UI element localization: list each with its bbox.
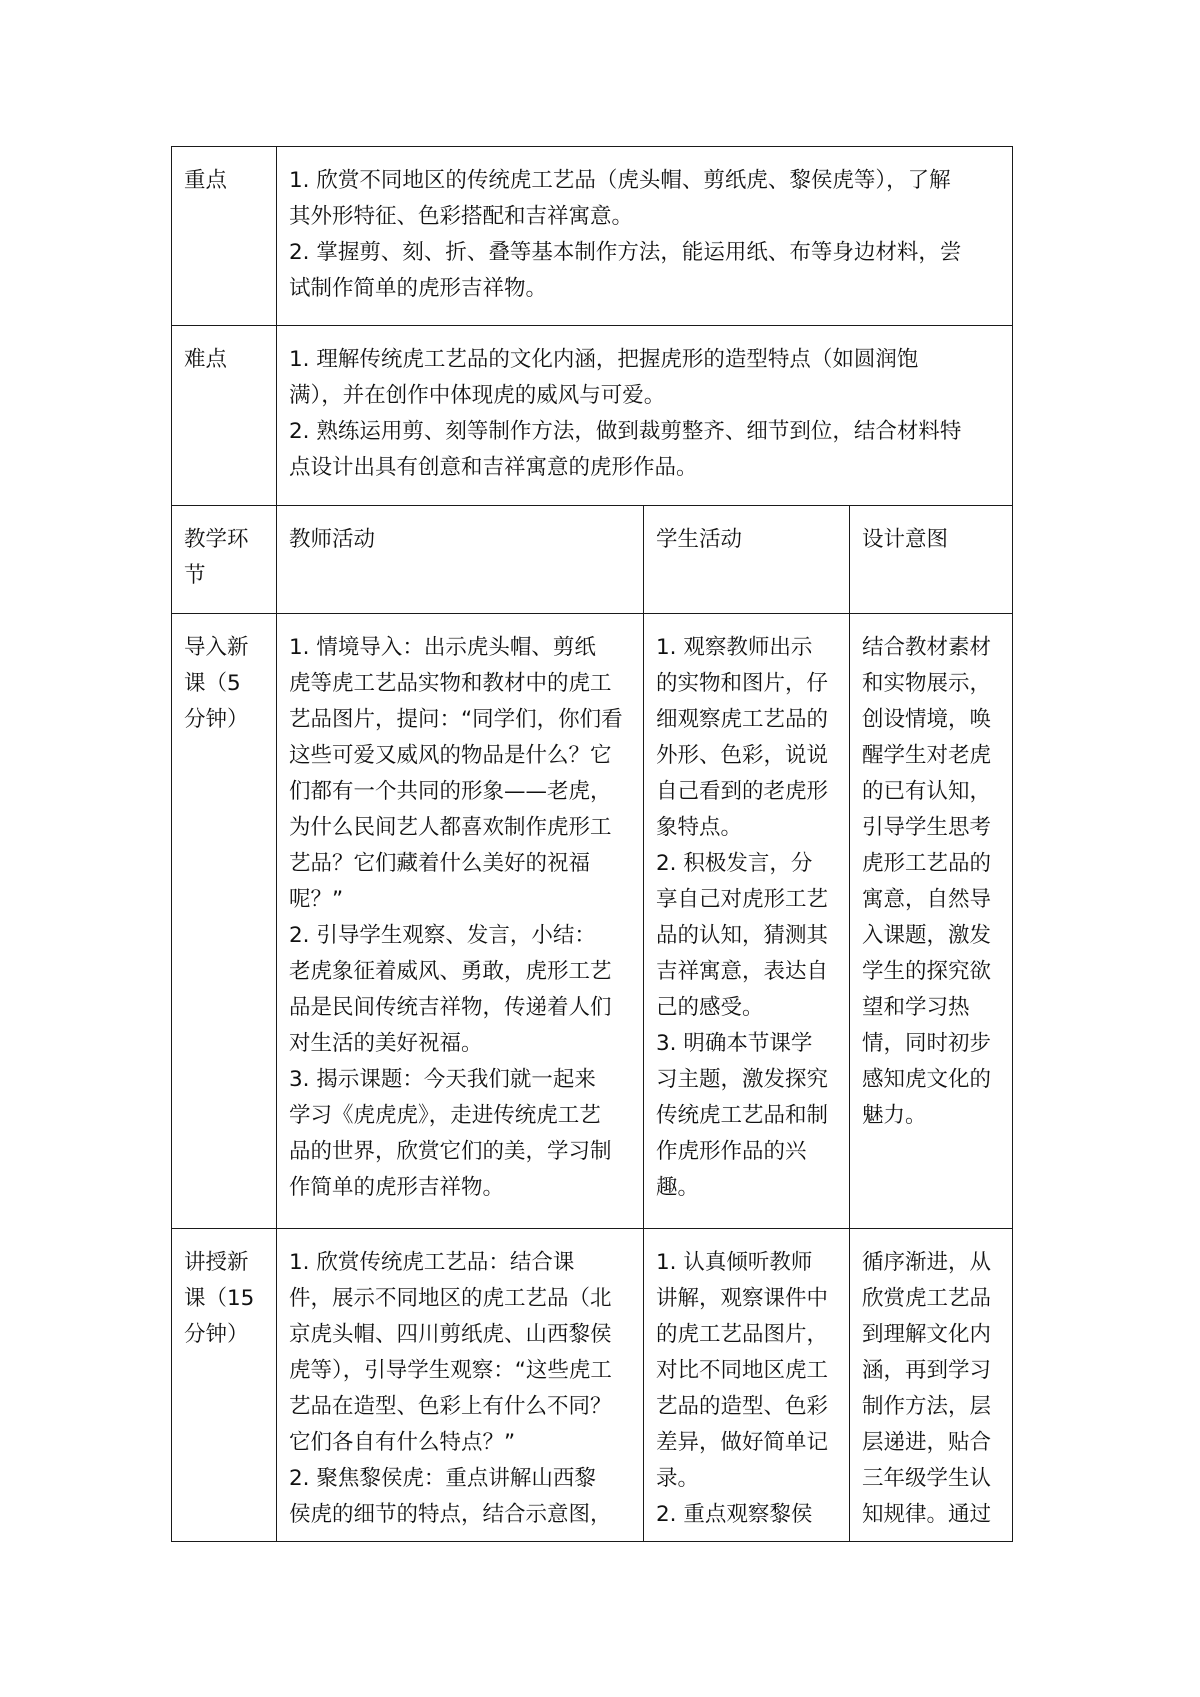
text-line: 三年级学生认 — [862, 1466, 992, 1491]
text-line: 欣赏虎工艺品 — [862, 1286, 992, 1311]
text-line: 2. 熟练运用剪、刻等制作方法，做到裁剪整齐、细节到位，结合材料特 — [289, 419, 962, 444]
text-line: 对比不同地区虎工 — [656, 1358, 829, 1383]
text-line: 教学环 — [184, 527, 249, 552]
text-line: 到理解文化内 — [862, 1322, 992, 1347]
teacher-activity-cell — [277, 1229, 644, 1542]
text-line: 己的感受。 — [656, 995, 764, 1020]
text-line: 品的世界，欣赏它们的美，学习制 — [289, 1139, 612, 1164]
stage-cell — [172, 1229, 277, 1542]
header-design-intent: 设计意图 — [862, 527, 949, 552]
difficulty-label-cell — [172, 326, 277, 506]
difficulty-row — [172, 326, 1013, 506]
text-line: 的已有认知， — [862, 779, 992, 804]
text-line: 艺品的造型、色彩 — [656, 1394, 829, 1419]
text-line: 讲授新 — [184, 1250, 249, 1275]
text-line: 讲解，观察课件中 — [656, 1286, 829, 1311]
text-line: 魅力。 — [862, 1103, 927, 1128]
text-line: 知规律。通过 — [862, 1502, 992, 1527]
text-line: 为什么民间艺人都喜欢制作虎形工 — [289, 815, 612, 840]
text-line: 学生的探究欲 — [862, 959, 992, 984]
focus-label-cell — [172, 147, 277, 326]
text-line: 趣。 — [656, 1175, 700, 1200]
text-line: 寓意，自然导 — [862, 887, 992, 912]
text-line: 层递进，贴合 — [862, 1430, 992, 1455]
text-line: 艺品？它们藏着什么美好的祝福 — [289, 851, 591, 876]
text-line: 涵，再到学习 — [862, 1358, 992, 1383]
focus-content-cell — [277, 147, 1013, 326]
text-line: 艺品在造型、色彩上有什么不同？ — [289, 1394, 612, 1419]
text-line: 2. 引导学生观察、发言，小结： — [289, 923, 596, 948]
text-line: 的实物和图片，仔 — [656, 671, 829, 696]
text-line: 感知虎文化的 — [862, 1067, 992, 1092]
text-line: 点设计出具有创意和吉祥寓意的虎形作品。 — [289, 455, 698, 480]
text-line: 课（5 — [184, 671, 241, 696]
text-line: 作简单的虎形吉祥物。 — [289, 1175, 505, 1200]
stage-cell — [172, 614, 277, 1229]
text-line: 2. 掌握剪、刻、折、叠等基本制作方法，能运用纸、布等身边材料，尝 — [289, 240, 962, 265]
text-line: 呢？” — [289, 887, 344, 912]
text-line: 试制作简单的虎形吉祥物。 — [289, 276, 548, 301]
text-line: 细观察虎工艺品的 — [656, 707, 829, 732]
text-line: 1. 认真倾听教师 — [656, 1250, 813, 1275]
text-line: 外形、色彩，说说 — [656, 743, 829, 768]
text-line: 艺品图片，提问：“同学们，你们看 — [289, 707, 623, 732]
lesson-plan-table — [171, 146, 1013, 1542]
text-line: 2. 积极发言，分 — [656, 851, 813, 876]
text-line: 1. 观察教师出示 — [656, 635, 813, 660]
text-line: 老虎象征着威风、勇敢，虎形工艺 — [289, 959, 612, 984]
text-line: 品是民间传统吉祥物，传递着人们 — [289, 995, 612, 1020]
text-line: 这些可爱又威风的物品是什么？它 — [289, 743, 612, 768]
text-line: 分钟） — [184, 707, 249, 732]
text-line: 作虎形作品的兴 — [656, 1139, 807, 1164]
difficulty-content-cell — [277, 326, 1013, 506]
text-line: 的虎工艺品图片， — [656, 1322, 829, 1347]
focus-row — [172, 147, 1013, 326]
header-intent-cell — [850, 506, 1013, 614]
text-line: 导入新 — [184, 635, 249, 660]
student-activity-cell — [644, 614, 850, 1229]
text-line: 2. 重点观察黎侯 — [656, 1502, 813, 1527]
text-line: 2. 聚焦黎侯虎：重点讲解山西黎 — [289, 1466, 596, 1491]
text-line: 制作方法，层 — [862, 1394, 992, 1419]
text-line: 结合教材素材 — [862, 635, 992, 660]
header-teacher-cell — [277, 506, 644, 614]
text-line: 1. 欣赏传统虎工艺品：结合课 — [289, 1250, 575, 1275]
text-line: 虎等），引导学生观察：“这些虎工 — [289, 1358, 612, 1383]
text-line: 课（15 — [184, 1286, 255, 1311]
text-line: 虎等虎工艺品实物和教材中的虎工 — [289, 671, 612, 696]
text-line: 分钟） — [184, 1322, 249, 1347]
text-line: 吉祥寓意，表达自 — [656, 959, 829, 984]
text-line: 创设情境，唤 — [862, 707, 992, 732]
text-line: 件，展示不同地区的虎工艺品（北 — [289, 1286, 612, 1311]
text-line: 1. 欣赏不同地区的传统虎工艺品（虎头帽、剪纸虎、黎侯虎等），了解 — [289, 168, 951, 193]
text-line: 象特点。 — [656, 815, 743, 840]
text-line: 引导学生思考 — [862, 815, 992, 840]
header-student-activity: 学生活动 — [656, 527, 743, 552]
text-line: 望和学习热 — [862, 995, 970, 1020]
section-row-intro — [172, 614, 1013, 1229]
text-line: 1. 理解传统虎工艺品的文化内涵，把握虎形的造型特点（如圆润饱 — [289, 347, 919, 372]
text-line: 和实物展示， — [862, 671, 992, 696]
header-stage-cell — [172, 506, 277, 614]
text-line: 满），并在创作中体现虎的威风与可爱。 — [289, 383, 666, 408]
text-line: 3. 明确本节课学 — [656, 1031, 813, 1056]
text-line: 自己看到的老虎形 — [656, 779, 829, 804]
text-line: 它们各自有什么特点？” — [289, 1430, 516, 1455]
text-line: 习主题，激发探究 — [656, 1067, 829, 1092]
text-line: 享自己对虎形工艺 — [656, 887, 829, 912]
text-line: 3. 揭示课题：今天我们就一起来 — [289, 1067, 596, 1092]
text-line: 对生活的美好祝福。 — [289, 1031, 483, 1056]
header-student-cell — [644, 506, 850, 614]
text-line: 情，同时初步 — [862, 1031, 992, 1056]
student-activity-cell — [644, 1229, 850, 1542]
text-line: 循序渐进，从 — [862, 1250, 992, 1275]
focus-label: 重点 — [184, 168, 228, 193]
text-line: 差异，做好简单记 — [656, 1430, 829, 1455]
text-line: 学习《虎虎虎》，走进传统虎工艺 — [289, 1103, 601, 1128]
difficulty-label: 难点 — [184, 347, 228, 372]
text-line: 入课题，激发 — [862, 923, 992, 948]
text-line: 传统虎工艺品和制 — [656, 1103, 829, 1128]
text-line: 京虎头帽、四川剪纸虎、山西黎侯 — [289, 1322, 612, 1347]
design-intent-cell — [850, 1229, 1013, 1542]
text-line: 其外形特征、色彩搭配和吉祥寓意。 — [289, 204, 634, 229]
header-teacher-activity: 教师活动 — [289, 527, 376, 552]
text-line: 们都有一个共同的形象——老虎， — [289, 779, 612, 804]
text-line: 录。 — [656, 1466, 700, 1491]
text-line: 虎形工艺品的 — [862, 851, 992, 876]
teacher-activity-cell — [277, 614, 644, 1229]
text-line: 1. 情境导入：出示虎头帽、剪纸 — [289, 635, 596, 660]
column-header-row — [172, 506, 1013, 614]
text-line: 节 — [184, 563, 206, 588]
section-row-new-lesson — [172, 1229, 1013, 1542]
text-line: 侯虎的细节的特点，结合示意图， — [289, 1502, 612, 1527]
text-line: 醒学生对老虎 — [862, 743, 992, 768]
text-line: 品的认知，猜测其 — [656, 923, 829, 948]
design-intent-cell — [850, 614, 1013, 1229]
